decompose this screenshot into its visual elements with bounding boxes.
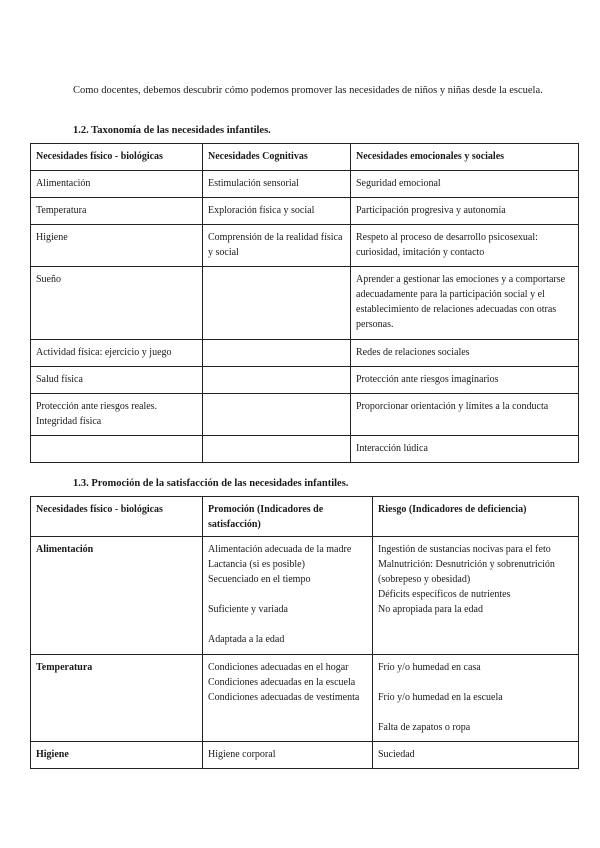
table-cell: Redes de relaciones sociales bbox=[351, 340, 579, 367]
table-row bbox=[31, 537, 579, 655]
table-cell bbox=[203, 367, 351, 394]
table-cell: Temperatura bbox=[31, 198, 203, 225]
need-cell: Alimentación bbox=[31, 537, 203, 655]
risk-line: Frío y/o humedad en casa bbox=[378, 662, 481, 673]
table-row bbox=[31, 742, 579, 769]
taxonomy-header-row bbox=[31, 144, 579, 171]
table-row bbox=[31, 367, 579, 394]
table-cell bbox=[203, 267, 351, 340]
section-1-2-heading: 1.2. Taxonomía de las necesidades infantiles. bbox=[73, 125, 271, 136]
table-cell bbox=[203, 436, 351, 463]
table-cell: Comprensión de la realidad física y social bbox=[203, 225, 351, 267]
table-cell bbox=[31, 436, 203, 463]
table-cell: Aprender a gestionar las emociones y a comportarse adecuadamente para la participación social y el establecimiento de relaciones adecuadas con otras personas. bbox=[351, 267, 579, 340]
table-row bbox=[31, 198, 579, 225]
promotion-line: Adaptada a la edad bbox=[208, 634, 285, 645]
promotion-line: Condiciones adecuadas de vestimenta bbox=[208, 692, 360, 703]
table-cell: Actividad física: ejercicio y juego bbox=[31, 340, 203, 367]
table-row bbox=[31, 436, 579, 463]
promotion-line: Lactancia (si es posible) bbox=[208, 559, 305, 570]
table-cell: Estimulación sensorial bbox=[203, 171, 351, 198]
promotion-cell bbox=[203, 655, 373, 742]
header-physical-needs: Necesidades físico - biológicas bbox=[31, 144, 203, 171]
promotion-line: Secuenciado en el tiempo bbox=[208, 574, 311, 585]
table-cell: Respeto al proceso de desarrollo psicosexual: curiosidad, imitación y contacto bbox=[351, 225, 579, 267]
table-row bbox=[31, 340, 579, 367]
header-risk: Riesgo (Indicadores de deficiencia) bbox=[373, 497, 579, 537]
header-physical-needs: Necesidades físico - biológicas bbox=[31, 497, 203, 537]
table-cell bbox=[203, 394, 351, 436]
risk-cell bbox=[373, 537, 579, 655]
need-cell: Higiene bbox=[31, 742, 203, 769]
table-row bbox=[31, 394, 579, 436]
promotion-table bbox=[30, 496, 579, 769]
promotion-line: Suficiente y variada bbox=[208, 604, 288, 615]
table-cell: Seguridad emocional bbox=[351, 171, 579, 198]
promotion-header-row bbox=[31, 497, 579, 537]
risk-line: No apropiada para la edad bbox=[378, 604, 483, 615]
promotion-line: Condiciones adecuadas en el hogar bbox=[208, 662, 349, 673]
table-cell bbox=[203, 340, 351, 367]
table-cell: Salud física bbox=[31, 367, 203, 394]
risk-line: Déficits específicos de nutrientes bbox=[378, 589, 511, 600]
table-cell: Protección ante riesgos imaginarios bbox=[351, 367, 579, 394]
risk-line: Malnutrición: Desnutrición y sobrenutrición (sobrepeso y obesidad) bbox=[378, 559, 555, 585]
promotion-cell: Higiene corporal bbox=[203, 742, 373, 769]
table-cell: Participación progresiva y autonomía bbox=[351, 198, 579, 225]
table-row bbox=[31, 171, 579, 198]
header-emotional-needs: Necesidades emocionales y sociales bbox=[351, 144, 579, 171]
section-1-3-heading: 1.3. Promoción de la satisfacción de las necesidades infantiles. bbox=[73, 478, 349, 489]
need-cell: Temperatura bbox=[31, 655, 203, 742]
risk-cell bbox=[373, 655, 579, 742]
risk-line: Ingestión de sustancias nocivas para el feto bbox=[378, 544, 551, 555]
risk-line: Falta de zapatos o ropa bbox=[378, 722, 471, 733]
table-row bbox=[31, 655, 579, 742]
table-cell: Alimentación bbox=[31, 171, 203, 198]
promotion-line: Condiciones adecuadas en la escuela bbox=[208, 677, 356, 688]
table-cell: Proporcionar orientación y límites a la conducta bbox=[351, 394, 579, 436]
header-cognitive-needs: Necesidades Cognitivas bbox=[203, 144, 351, 171]
table-cell: Interacción lúdica bbox=[351, 436, 579, 463]
table-cell: Protección ante riesgos reales. Integridad física bbox=[31, 394, 203, 436]
taxonomy-table bbox=[30, 143, 579, 463]
risk-cell: Suciedad bbox=[373, 742, 579, 769]
table-cell: Sueño bbox=[31, 267, 203, 340]
intro-paragraph: Como docentes, debemos descubrir cómo podemos promover las necesidades de niños y niñas desde la escuela. bbox=[73, 84, 543, 96]
header-promotion: Promoción (Indicadores de satisfacción) bbox=[203, 497, 373, 537]
table-cell: Higiene bbox=[31, 225, 203, 267]
table-row bbox=[31, 267, 579, 340]
promotion-line: Alimentación adecuada de la madre bbox=[208, 544, 352, 555]
table-cell: Exploración física y social bbox=[203, 198, 351, 225]
promotion-cell bbox=[203, 537, 373, 655]
risk-line: Frío y/o humedad en la escuela bbox=[378, 692, 503, 703]
table-row bbox=[31, 225, 579, 267]
